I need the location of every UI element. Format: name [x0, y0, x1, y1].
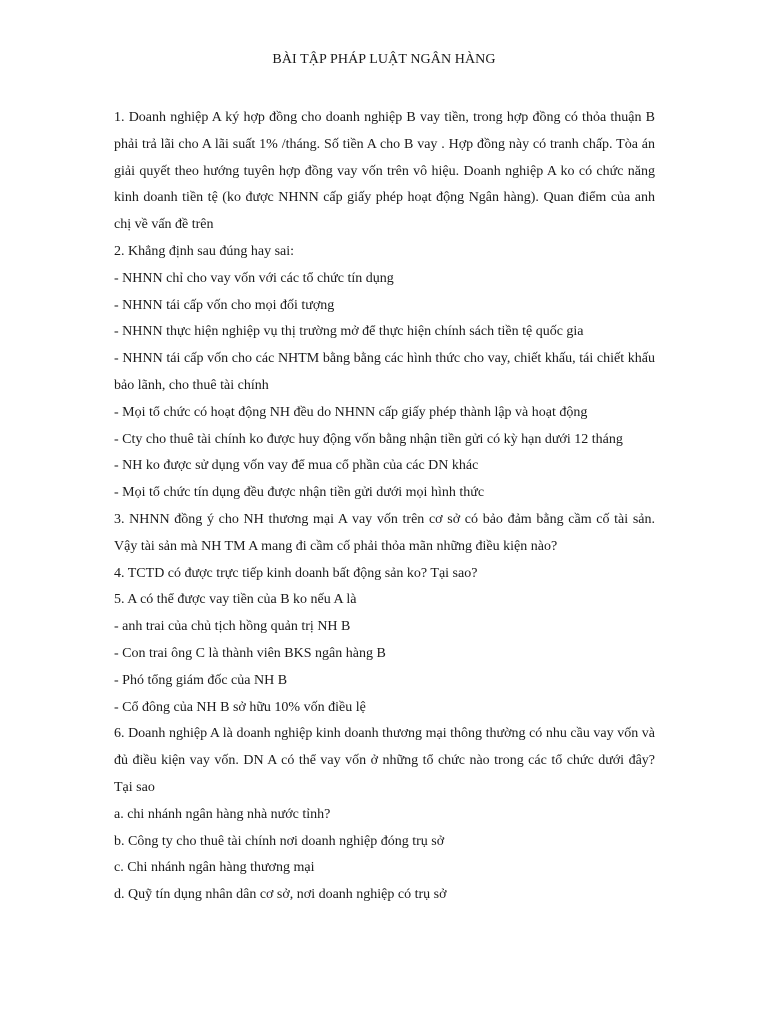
question-5-item: - Con trai ông C là thành viên BKS ngân hàng B [114, 645, 386, 661]
question-2-item: - NH ko được sử dụng vốn vay để mua cổ phần của các DN khác [114, 458, 479, 474]
question-6-heading: 6. Doanh nghiệp A là doanh nghiệp kinh doanh thương mại thông thường có nhu cầu vay vốn và đủ điều kiện vay vốn. DN A có thể vay vốn ở những tổ chức nào trong các tổ chức dưới đây? Tại sao [114, 726, 655, 795]
question-6-option: a. chi nhánh ngân hàng nhà nước tỉnh? [114, 806, 331, 822]
question-2-item: - NHNN chỉ cho vay vốn với các tổ chức tín dụng [114, 270, 394, 286]
page-title: BÀI TẬP PHÁP LUẬT NGÂN HÀNG [272, 52, 496, 67]
question-4: 4. TCTD có được trực tiếp kinh doanh bất động sản ko? Tại sao? [114, 565, 478, 581]
question-2-item: - NHNN tái cấp vốn cho mọi đối tượng [114, 297, 335, 313]
question-5-item: - anh trai của chủ tịch hồng quản trị NH B [114, 619, 351, 635]
document-body [114, 105, 655, 909]
question-2-item: - Mọi tổ chức tín dụng đều được nhận tiền gửi dưới mọi hình thức [114, 485, 485, 501]
question-6-option: d. Quỹ tín dụng nhân dân cơ sở, nơi doanh nghiệp có trụ sở [114, 887, 447, 903]
question-1: 1. Doanh nghiệp A ký hợp đồng cho doanh nghiệp B vay tiền, trong hợp đồng có thỏa thuận B phải trả lãi cho A lãi suất 1% /tháng. Số tiền A cho B vay . Hợp đồng này có tranh chấp. Tòa án giải quyết theo hướng tuyên hợp đồng vay vốn trên vô hiệu. Doanh nghiệp A ko có chức năng kinh doanh tiền tệ (ko được NHNN cấp giấy phép hoạt động Ngân hàng). Quan điểm của anh chị về vấn đề trên [114, 110, 655, 233]
question-5-item: - Cổ đông của NH B sở hữu 10% vốn điều lệ [114, 699, 366, 715]
question-5-item: - Phó tổng giám đốc của NH B [114, 672, 288, 688]
question-5-heading: 5. A có thể được vay tiền của B ko nếu A là [114, 592, 357, 608]
question-2-item: - Mọi tổ chức có hoạt động NH đều do NHNN cấp giấy phép thành lập và hoạt động [114, 404, 588, 420]
question-6-option: b. Công ty cho thuê tài chính nơi doanh nghiệp đóng trụ sở [114, 833, 445, 849]
question-2-item: - NHNN tái cấp vốn cho các NHTM bằng bằng các hình thức cho vay, chiết khấu, tái chiết khấu bảo lãnh, cho thuê tài chính [114, 351, 655, 393]
question-2-item: - Cty cho thuê tài chính ko được huy động vốn bằng nhận tiền gửi có kỳ hạn dưới 12 tháng [114, 431, 623, 447]
question-6-option: c. Chi nhánh ngân hàng thương mại [114, 860, 315, 876]
question-3: 3. NHNN đồng ý cho NH thương mại A vay vốn trên cơ sở có bảo đảm bằng cầm cố tài sản. Vậy tài sản mà NH TM A mang đi cầm cố phải thỏa mãn những điều kiện nào? [114, 511, 655, 554]
question-2-item: - NHNN thực hiện nghiệp vụ thị trường mở để thực hiện chính sách tiền tệ quốc gia [114, 324, 584, 340]
question-2-heading: 2. Khẳng định sau đúng hay sai: [114, 243, 295, 259]
